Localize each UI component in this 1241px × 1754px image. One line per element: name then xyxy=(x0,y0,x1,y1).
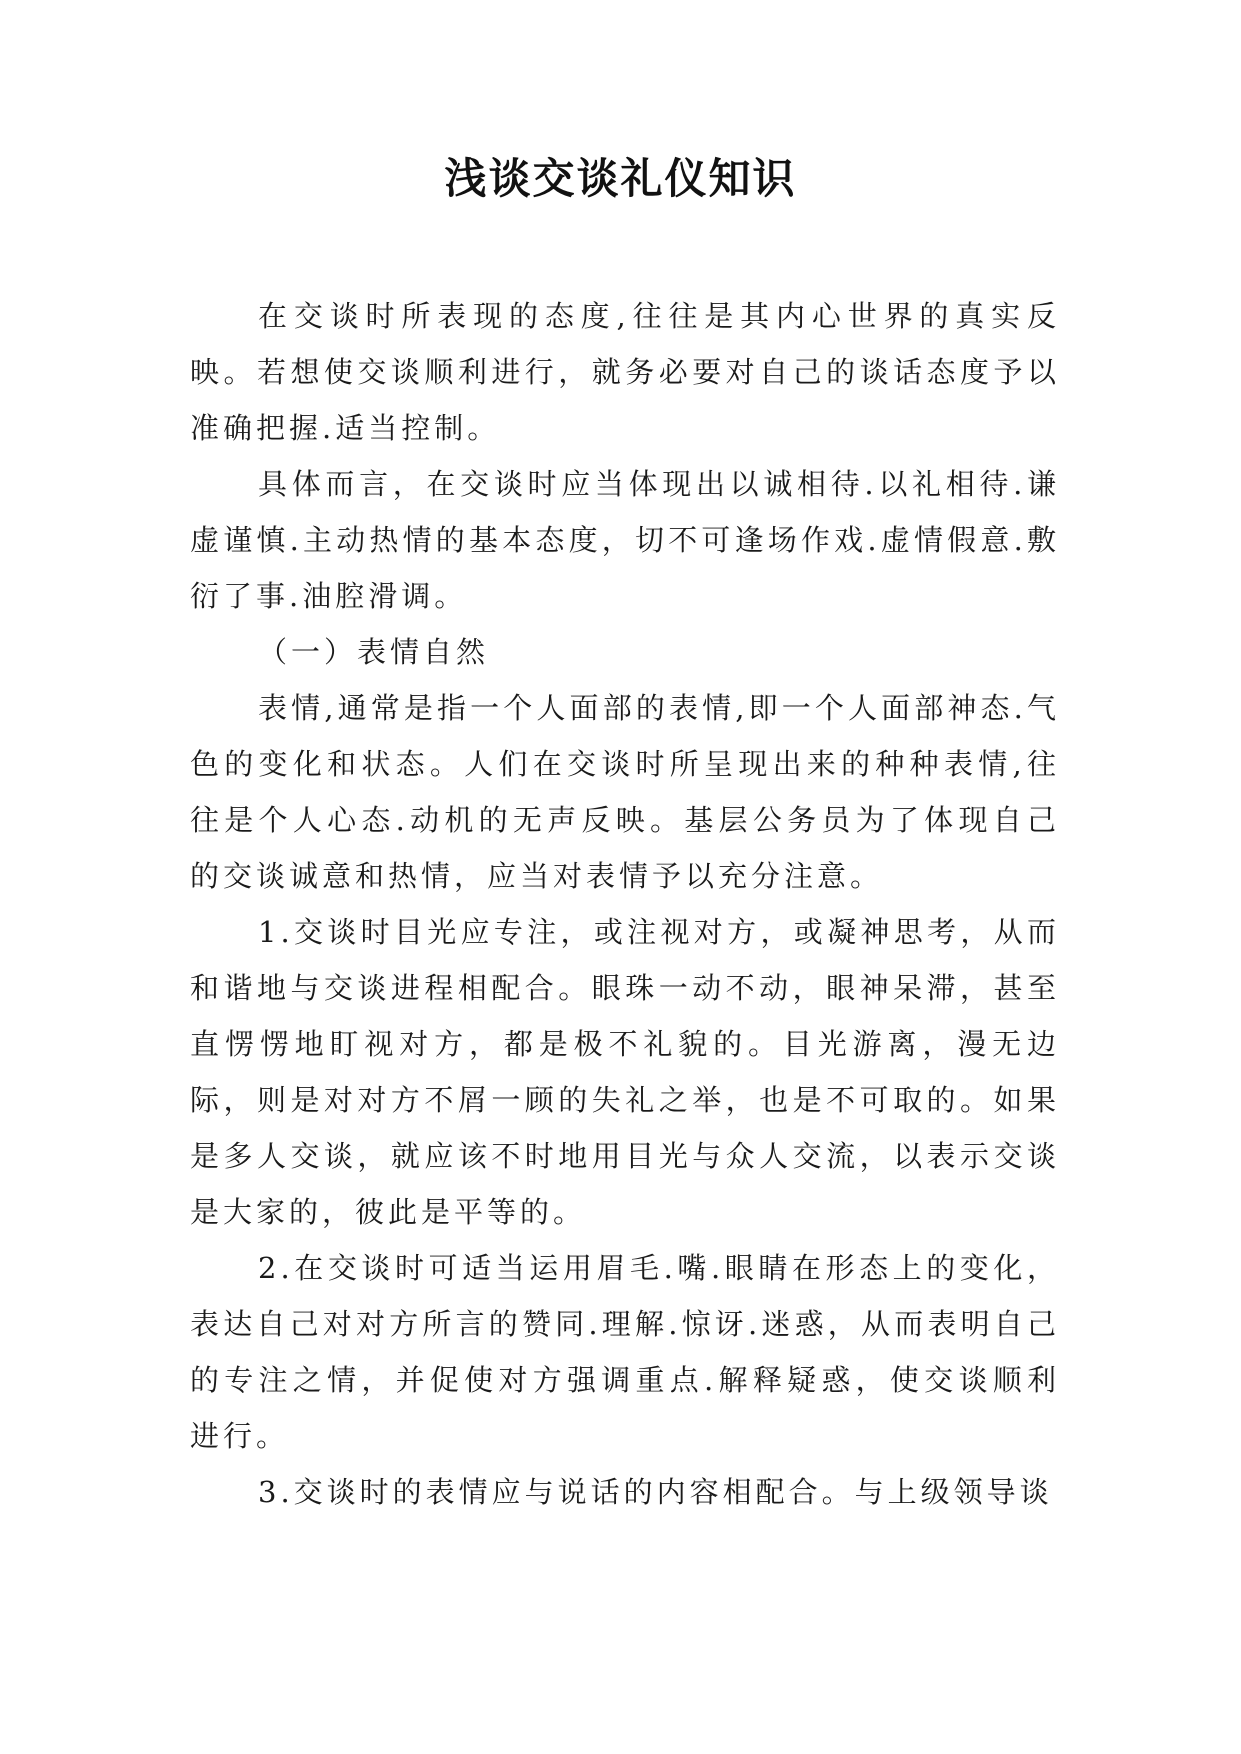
paragraph-point-3: 3.交谈时的表情应与说话的内容相配合。与上级领导谈 xyxy=(258,1475,1053,1509)
paragraph-expression-definition: 表情,通常是指一个人面部的表情,即一个人面部神态.气色的变化和状态。人们在交谈时所呈现出来的种种表情,往往是个人心态.动机的无声反映。基层公务员为了体现自己的交谈诚意和热情，应当对表情予以充分注意。 xyxy=(190,691,1060,893)
paragraph-point-1: 1.交谈时目光应专注，或注视对方，或凝神思考，从而和谐地与交谈进程相配合。眼珠一动不动，眼神呆滞，甚至直愣愣地盯视对方，都是极不礼貌的。目光游离，漫无边际，则是对对方不屑一顾的失礼之举，也是不可取的。如果是多人交谈，就应该不时地用目光与众人交流，以表示交谈是大家的，彼此是平等的。 xyxy=(190,915,1060,1229)
paragraph-point-2: 2.在交谈时可适当运用眉毛.嘴.眼睛在形态上的变化，表达自己对对方所言的赞同.理解.惊讶.迷惑，从而表明自己的专注之情，并促使对方强调重点.解释疑惑，使交谈顺利进行。 xyxy=(190,1251,1060,1453)
paragraph-attitude: 在交谈时所表现的态度,往往是其内心世界的真实反映。若想使交谈顺利进行，就务必要对自己的谈话态度予以准确把握.适当控制。 xyxy=(190,299,1060,445)
document-body xyxy=(190,288,1060,1520)
document-title: 浅谈交谈礼仪知识 xyxy=(444,154,797,203)
section-heading-expression: （一）表情自然 xyxy=(258,635,490,669)
paragraph-specifics: 具体而言，在交谈时应当体现出以诚相待.以礼相待.谦虚谨慎.主动热情的基本态度，切不可逢场作戏.虚情假意.敷衍了事.油腔滑调。 xyxy=(190,467,1060,613)
